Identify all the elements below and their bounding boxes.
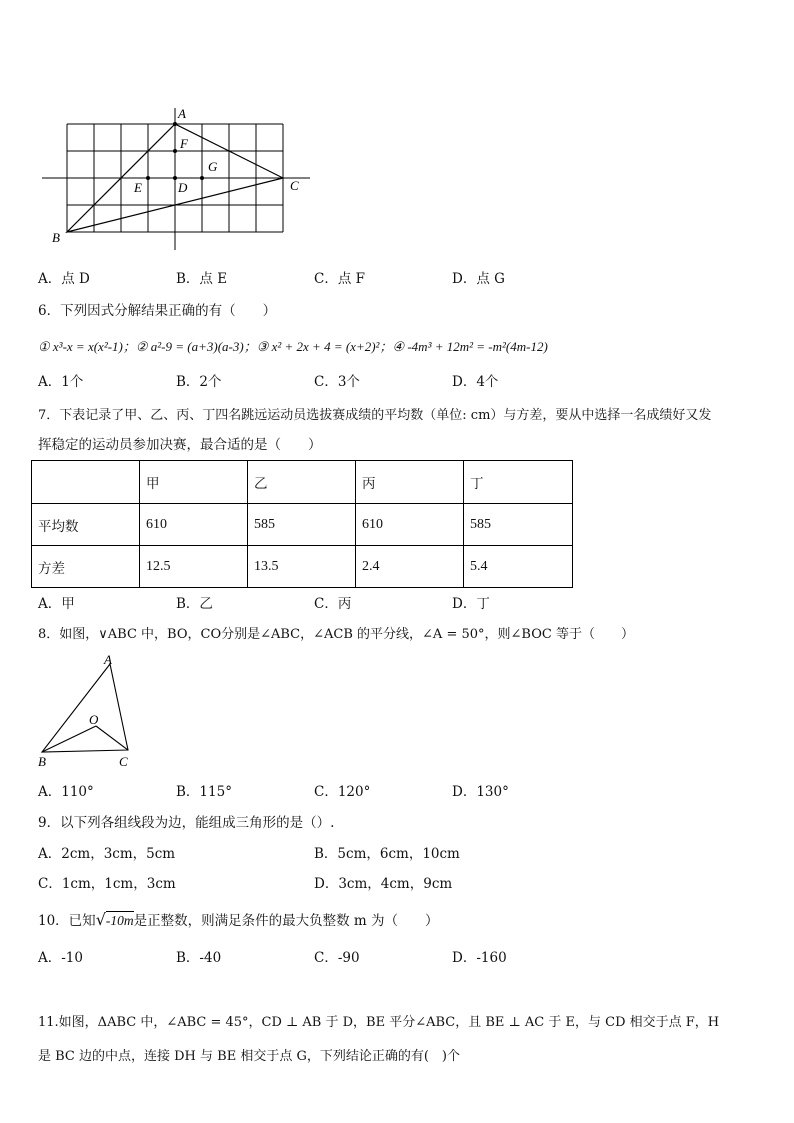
q7-option-c[interactable]: C．丙 [314, 596, 352, 612]
q10-stem [38, 911, 439, 930]
label-e: E [134, 180, 142, 195]
q8-label-o: O [89, 712, 99, 727]
table-row-label: 方差 [32, 546, 140, 588]
q8-option-c[interactable]: C．120° [314, 784, 371, 800]
q11-stem-line1: 11.如图，ΔABC 中，∠ABC = 45°，CD ⊥ AB 于 D，BE 平分∠ABC，且 BE ⊥ AC 于 E，与 CD 相交于点 F，H [38, 1015, 720, 1030]
point-d [173, 176, 177, 180]
q9-option-d[interactable]: D．3cm，4cm，9cm [314, 876, 453, 892]
q8-option-a[interactable]: A．110° [38, 784, 94, 800]
q10-option-d[interactable]: D．-160 [452, 950, 507, 966]
label-c: C [290, 178, 299, 193]
q8-option-d[interactable]: D．130° [452, 784, 509, 800]
point-e [146, 176, 150, 180]
sqrt-sign: √ [95, 910, 106, 929]
q8-label-c: C [119, 754, 128, 769]
point-a [173, 122, 177, 126]
label-g: G [208, 159, 218, 174]
q5-option-b[interactable]: B．点 E [176, 271, 228, 287]
q10-radicand: -10m [105, 913, 134, 928]
table-header-empty [32, 461, 140, 504]
q10-stem-suffix: 是正整数，则满足条件的最大负整数 m 为（ ） [133, 913, 439, 929]
q7-option-b[interactable]: B．乙 [176, 596, 213, 612]
table-cell: 13.5 [248, 546, 356, 588]
label-d: D [178, 180, 188, 195]
q9-option-b[interactable]: B．5cm，6cm，10cm [314, 846, 460, 862]
q10-option-a[interactable]: A．-10 [38, 950, 83, 966]
q7-score-table [31, 460, 573, 588]
q5-option-c[interactable]: C．点 F [314, 271, 365, 287]
table-header-jia: 甲 [140, 461, 248, 504]
table-cell: 585 [248, 504, 356, 546]
q10-option-b[interactable]: B．-40 [176, 950, 222, 966]
point-g [200, 176, 204, 180]
q5-option-d[interactable]: D．点 G [452, 271, 505, 287]
table-cell: 610 [356, 504, 464, 546]
table-row-label: 平均数 [32, 504, 140, 546]
q8-stem: 8．如图，∨ABC 中，BO，CO分别是∠ABC，∠ACB 的平分线，∠A = 50°，则∠BOC 等于（ ） [38, 627, 634, 642]
q9-option-c[interactable]: C．1cm，1cm，3cm [38, 876, 176, 892]
q10-stem-prefix: 10．已知 [38, 913, 96, 929]
q11-stem-line2: 是 BC 边的中点，连接 DH 与 BE 相交于点 G，下列结论正确的有( )个 [38, 1049, 460, 1064]
q5-option-a[interactable]: A．点 D [38, 271, 90, 287]
q6-stem: 6．下列因式分解结果正确的有（ ） [38, 303, 277, 319]
q6-option-d[interactable]: D．4个 [452, 374, 499, 390]
q7-option-d[interactable]: D．丁 [452, 596, 490, 612]
table-header-yi: 乙 [248, 461, 356, 504]
table-cell: 2.4 [356, 546, 464, 588]
q10-option-c[interactable]: C．-90 [314, 950, 360, 966]
bisector-bo [42, 726, 96, 752]
q7-stem-line2: 挥稳定的运动员参加决赛，最合适的是（ ） [38, 437, 322, 453]
label-b: B [52, 230, 60, 245]
grid-figure [30, 100, 320, 250]
q7-option-a[interactable]: A．甲 [38, 596, 75, 612]
table-cell: 585 [464, 504, 573, 546]
q8-label-b: B [38, 754, 46, 769]
point-f [173, 149, 177, 153]
table-header-ding: 丁 [464, 461, 573, 504]
triangle-abc-q8 [42, 664, 128, 752]
q6-option-a[interactable]: A．1个 [38, 374, 84, 390]
q6-option-c[interactable]: C．3个 [314, 374, 360, 390]
q6-formula: ① x³-x = x(x²-1)；② a²-9 = (a+3)(a-3)；③ x² + 2x + 4 = (x+2)²；④ -4m³ + 12m² = -m²(4m-12) [38, 339, 548, 354]
table-cell: 610 [140, 504, 248, 546]
q8-option-b[interactable]: B．115° [176, 784, 232, 800]
q9-option-a[interactable]: A．2cm，3cm，5cm [38, 846, 176, 862]
table-header-bing: 丙 [356, 461, 464, 504]
q7-stem-line1: 7．下表记录了甲、乙、丙、丁四名跳远运动员选拔赛成绩的平均数（单位: cm）与方差，要从中选择一名成绩好又发 [38, 408, 712, 423]
q6-option-b[interactable]: B．2个 [176, 374, 222, 390]
q8-label-a: A [104, 652, 112, 667]
triangle-figure [30, 652, 150, 772]
q9-stem: 9．以下列各组线段为边，能组成三角形的是（）. [38, 815, 335, 831]
label-f: F [180, 136, 188, 151]
table-cell: 5.4 [464, 546, 573, 588]
table-cell: 12.5 [140, 546, 248, 588]
label-a: A [178, 106, 186, 121]
